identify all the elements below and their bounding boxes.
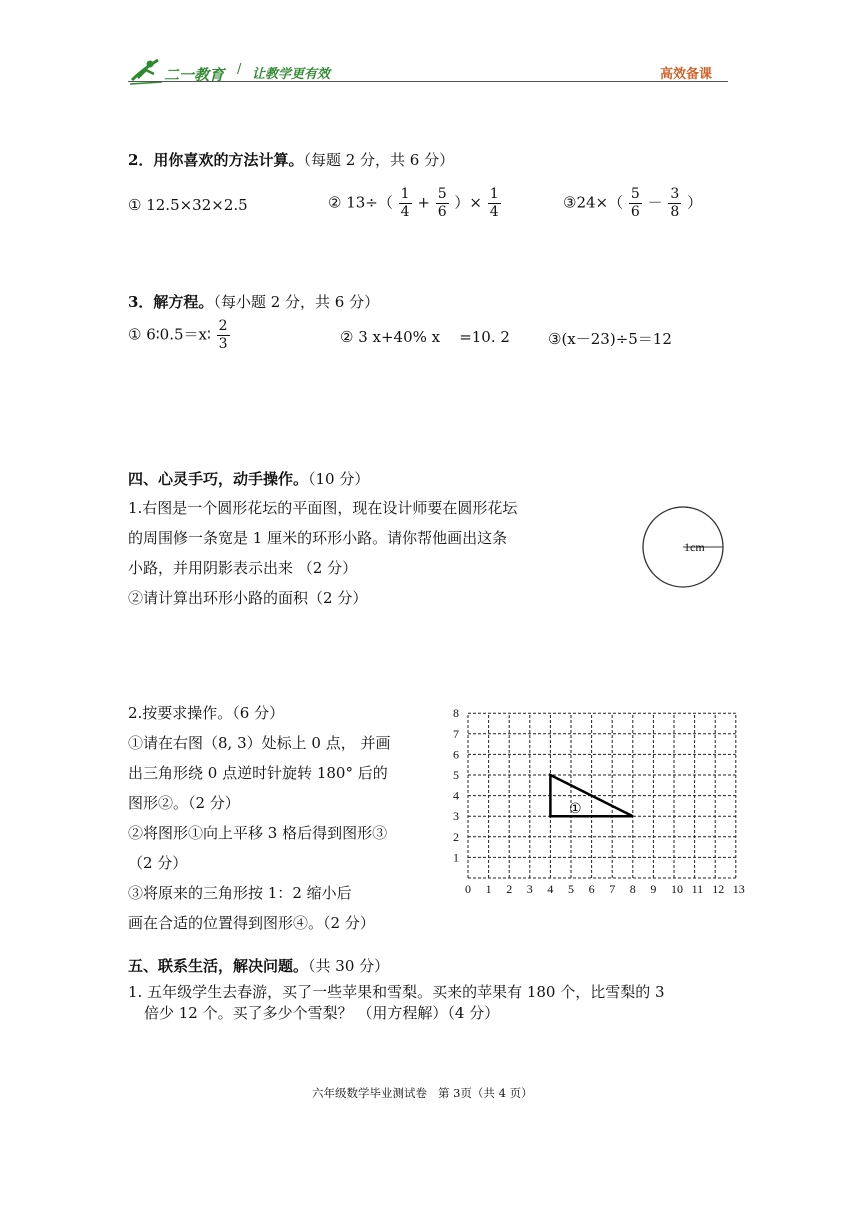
- equation-note: （每小题 2 分，共 6 分）: [213, 293, 380, 311]
- p3-prefix: ③24×（: [563, 193, 624, 212]
- y-tick-label: 2: [453, 829, 459, 844]
- q1-line: 1.右图是一个圆形花坛的平面图，现在设计师要在圆形花坛: [128, 499, 518, 517]
- fraction: [488, 186, 501, 221]
- q1-line: 小路，并用阴影表示出来 （2 分）: [128, 559, 358, 577]
- frac-den: 8: [670, 204, 680, 220]
- frac-num: 5: [630, 186, 640, 202]
- header-separator: /: [237, 62, 242, 77]
- frac-den: 3: [218, 336, 228, 352]
- section5-title-text: 五、联系生活，解决问题。: [128, 957, 309, 975]
- section5-q1-line1: 1. 五年级学生去春游，买了一些苹果和雪梨。买来的苹果有 180 个，比雪梨的 3: [128, 983, 665, 1001]
- section4-title: [128, 468, 369, 489]
- section5-title: [128, 955, 389, 976]
- calc-title: 2．用你喜欢的方法计算。: [128, 151, 304, 169]
- coordinate-grid: [440, 702, 760, 902]
- q1-line: 的周围修一条宽是 1 厘米的环形小路。请你帮他画出这条: [128, 529, 508, 547]
- triangle-label: ①: [568, 801, 582, 818]
- x-tick-label: 3: [526, 882, 533, 896]
- p2-prefix: ② 13÷（: [328, 193, 393, 212]
- calc-problem-3: [563, 186, 702, 221]
- equation-1: [128, 318, 231, 353]
- radius-label: 1cm: [684, 540, 705, 554]
- frac-num: 2: [218, 318, 228, 334]
- calc-problem-2: [328, 186, 502, 221]
- x-tick-label: 6: [588, 882, 595, 896]
- p3-suffix: ）: [687, 193, 703, 212]
- equation-3: ③(x－23)÷5＝12: [548, 330, 672, 348]
- equation-2: ② 3 x+40% x =10. 2: [340, 328, 510, 346]
- q2-line: ①请在右图（8, 3）处标上 0 点， 并画: [128, 734, 391, 752]
- frac-den: 4: [489, 204, 499, 220]
- p2-mid: ）×: [454, 193, 482, 212]
- fraction: [217, 318, 230, 353]
- x-tick-label: 7: [609, 882, 616, 896]
- frac-den: 6: [630, 204, 640, 220]
- y-tick-label: 4: [453, 788, 459, 803]
- q1-line: ②请计算出环形小路的面积（2 分）: [128, 589, 368, 607]
- section4-q2: [128, 698, 390, 938]
- section5-q1-line2: 倍少 12 个。买了多少个雪梨？ （用方程解）（4 分）: [144, 1004, 500, 1022]
- minus-sign: －: [647, 193, 663, 212]
- section4-note: （10 分）: [308, 470, 370, 488]
- x-tick-label: 1: [485, 882, 492, 896]
- q2-line: 出三角形绕 0 点逆时针旋转 180° 后的: [128, 764, 388, 782]
- q2-line: ②将图形①向上平移 3 格后得到图形③: [128, 824, 388, 842]
- frac-num: 5: [437, 186, 447, 202]
- x-tick-label: 5: [568, 882, 574, 896]
- plus-sign: +: [417, 193, 430, 212]
- header-rule: [128, 81, 728, 82]
- fraction: [668, 186, 681, 221]
- x-tick-label: 4: [547, 882, 554, 896]
- y-tick-label: 1: [453, 850, 459, 865]
- q2-line: 画在合适的位置得到图形④。（2 分）: [128, 914, 375, 932]
- q2-line: 图形②。（2 分）: [128, 794, 240, 812]
- y-tick-label: 6: [453, 747, 459, 762]
- frac-den: 6: [437, 204, 447, 220]
- calc-section-title: [128, 149, 454, 170]
- equation-section-title: [128, 291, 379, 312]
- section4-q1: [128, 493, 517, 613]
- header-slogan: 让教学更有效: [252, 67, 331, 82]
- equation-title: 3．解方程。: [128, 293, 214, 311]
- frac-den: 4: [400, 204, 410, 220]
- x-tick-label: 8: [629, 882, 636, 896]
- x-tick-label: 9: [650, 882, 657, 896]
- frac-num: 1: [489, 186, 499, 202]
- section5-note: （共 30 分）: [308, 957, 390, 975]
- x-tick-label: 12: [712, 882, 725, 896]
- q2-line: 2.按要求操作。（6 分）: [128, 704, 285, 722]
- y-tick-label: 7: [453, 726, 459, 741]
- x-tick-label: 13: [732, 882, 745, 896]
- y-tick-label: 8: [453, 706, 459, 721]
- section4-title-text: 四、心灵手巧，动手操作。: [128, 470, 309, 488]
- frac-num: 1: [400, 186, 410, 202]
- x-tick-label: 10: [671, 882, 683, 896]
- fraction: [399, 186, 412, 221]
- y-tick-label: 5: [453, 768, 459, 782]
- e1-prefix: ① 6∶0.5＝x∶: [128, 325, 211, 344]
- y-tick-label: 3: [453, 809, 459, 824]
- header-right-tag: 高效备课: [660, 67, 713, 82]
- x-tick-label: 2: [506, 882, 513, 896]
- fraction: [436, 186, 449, 221]
- fraction: [629, 186, 642, 221]
- circle-figure: [636, 500, 736, 600]
- logo-text: 二一教育: [164, 66, 225, 84]
- q2-line: （2 分）: [128, 854, 188, 872]
- calc-problem-1: ① 12.5×32×2.5: [128, 196, 248, 214]
- q2-line: ③将原来的三角形按 1：2 缩小后: [128, 884, 352, 902]
- x-tick-label: 0: [465, 882, 471, 896]
- calc-note: （每题 2 分，共 6 分）: [303, 151, 455, 169]
- frac-num: 3: [670, 186, 680, 202]
- page-footer: 六年级数学毕业测试卷 第 3页（共 4 页）: [312, 1086, 533, 1100]
- x-tick-label: 11: [691, 882, 704, 896]
